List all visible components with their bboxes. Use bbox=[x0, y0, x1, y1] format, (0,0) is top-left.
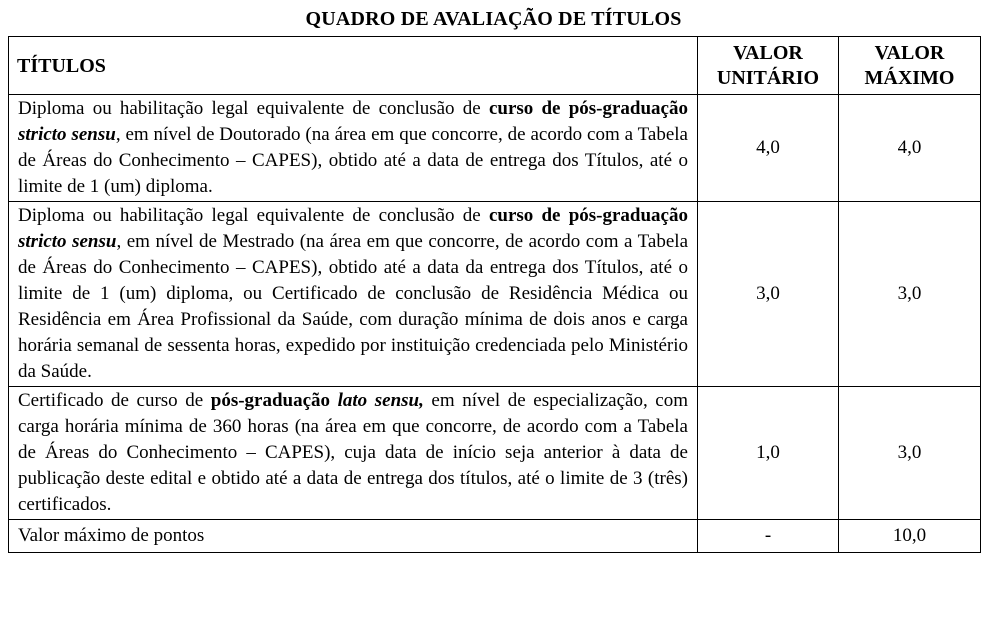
total-valor-unitario: - bbox=[698, 520, 839, 553]
desc-segment-bold-italic: stricto sensu bbox=[18, 231, 117, 252]
table-row bbox=[9, 95, 981, 202]
desc-segment-bold-italic: stricto sensu bbox=[18, 124, 116, 145]
valor-maximo-cell: 3,0 bbox=[839, 202, 981, 387]
desc-segment: , em nível de Mestrado (na área em que concorre, de acordo com a Tabela de Áreas do Conhecimento – CAPES), obtido até a data da entrega dos Títulos, até o limite de 1 (um) diploma, ou Certificado de conclusão de Residência Médica ou Residência em Área Profissional da Saúde, com duração mínima de dois anos e carga horária semanal de sessenta horas, expedido por instituição credenciada pelo Ministério da Saúde. bbox=[18, 231, 688, 382]
desc-segment: Diploma ou habilitação legal equivalente de conclusão de bbox=[18, 98, 489, 119]
evaluation-table bbox=[8, 36, 981, 553]
valor-maximo-cell: 3,0 bbox=[839, 387, 981, 520]
header-row bbox=[9, 37, 981, 95]
desc-segment-bold: curso de pós-graduação bbox=[488, 205, 688, 226]
row-description bbox=[9, 95, 698, 202]
desc-segment: , em nível de Doutorado (na área em que concorre, de acordo com a Tabela de Áreas do Conhecimento – CAPES), obtido até a data de entrega dos Títulos, até o limite de 1 (um) diploma. bbox=[18, 124, 688, 197]
table-row bbox=[9, 202, 981, 387]
desc-segment: Certificado de curso de bbox=[18, 390, 211, 411]
header-valor-unitario bbox=[698, 37, 839, 95]
desc-segment: Diploma ou habilitação legal equivalente de conclusão de bbox=[18, 205, 489, 226]
header-titulos: TÍTULOS bbox=[9, 37, 698, 95]
desc-segment-bold: curso de pós-graduação bbox=[488, 98, 688, 119]
valor-maximo-cell: 4,0 bbox=[839, 95, 981, 202]
desc-segment-bold-italic: lato sensu, bbox=[337, 390, 424, 411]
table-row bbox=[9, 387, 981, 520]
row-description bbox=[9, 387, 698, 520]
row-description bbox=[9, 202, 698, 387]
header-valor-maximo bbox=[839, 37, 981, 95]
valor-unitario-cell: 1,0 bbox=[698, 387, 839, 520]
desc-segment-bold: pós-graduação bbox=[210, 390, 338, 411]
total-label: Valor máximo de pontos bbox=[9, 520, 698, 553]
header-valor-unitario-line2: UNITÁRIO bbox=[716, 66, 820, 89]
valor-unitario-cell: 4,0 bbox=[698, 95, 839, 202]
page-title: QUADRO DE AVALIAÇÃO DE TÍTULOS bbox=[305, 8, 682, 30]
total-valor-maximo: 10,0 bbox=[839, 520, 981, 553]
desc-segment: em nível de especialização, com carga horária mínima de 360 horas (na área em que concorre, de acordo com a Tabela de Áreas do Conhecimento – CAPES), cuja data de início seja anterior à data de publicação deste edital e obtido até a data de entrega dos títulos, até o limite de 3 (três) certificados. bbox=[18, 390, 688, 515]
total-row bbox=[9, 520, 981, 553]
header-valor-maximo-line2: MÁXIMO bbox=[864, 66, 955, 89]
header-valor-unitario-line1: VALOR bbox=[733, 41, 803, 64]
valor-unitario-cell: 3,0 bbox=[698, 202, 839, 387]
header-valor-maximo-line1: VALOR bbox=[874, 41, 945, 64]
